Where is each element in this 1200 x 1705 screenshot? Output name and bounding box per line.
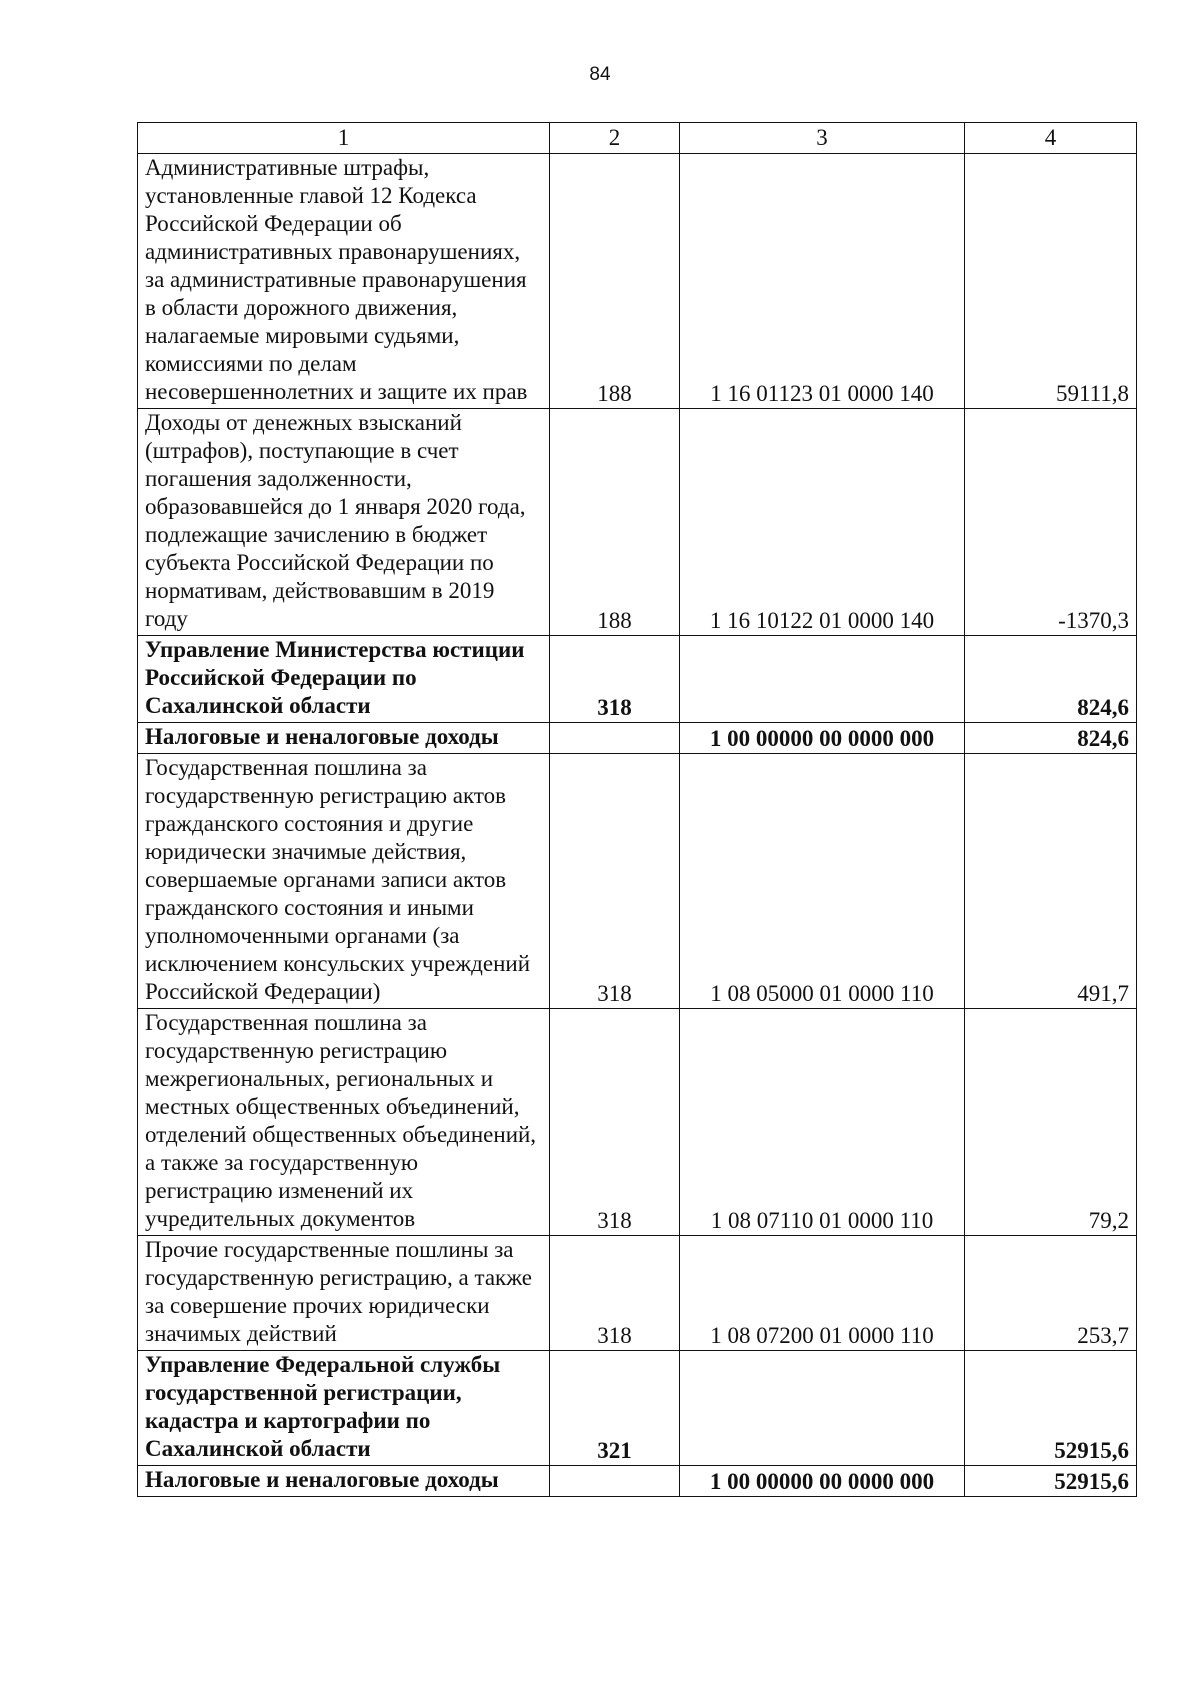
row-amount: 52915,6: [965, 1351, 1137, 1466]
table-row: [138, 723, 1137, 754]
table-row: [138, 1466, 1137, 1497]
row-budget-classification-code: 1 08 07200 01 0000 110: [680, 1236, 965, 1351]
column-header-3: 3: [680, 123, 965, 154]
row-description: Доходы от денежных взысканий (штрафов), поступающие в счет погашения задолженности, образовавшейся до 1 января 2020 года, подлежащие зачислению в бюджет субъекта Российской Федерации по нормативам, действовавшим в 2019 году: [138, 409, 550, 636]
row-amount: -1370,3: [965, 409, 1137, 636]
revenue-table: [137, 122, 1137, 1497]
column-header-1: 1: [138, 123, 550, 154]
row-description: Налоговые и неналоговые доходы: [138, 723, 550, 754]
column-number-header-row: [138, 123, 1137, 154]
row-budget-classification-code: 1 00 00000 00 0000 000: [680, 723, 965, 754]
row-description: Административные штрафы, установленные главой 12 Кодекса Российской Федерации об административных правонарушениях, за административные правонарушения в области дорожного движения, налагаемые мировыми судьями, комиссиями по делам несовершеннолетних и защите их прав: [138, 154, 550, 409]
row-budget-classification-code: [680, 636, 965, 723]
revenue-table-body: [138, 123, 1137, 1497]
row-admin-code: 321: [550, 1351, 680, 1466]
row-budget-classification-code: 1 16 01123 01 0000 140: [680, 154, 965, 409]
row-budget-classification-code: 1 00 00000 00 0000 000: [680, 1466, 965, 1497]
table-row: [138, 1236, 1137, 1351]
row-admin-code: 318: [550, 1009, 680, 1236]
row-admin-code: 318: [550, 1236, 680, 1351]
page-number: 84: [589, 64, 611, 85]
column-header-4: 4: [965, 123, 1137, 154]
table-row: [138, 636, 1137, 723]
row-amount: 253,7: [965, 1236, 1137, 1351]
row-description: Прочие государственные пошлины за государственную регистрацию, а также за совершение прочих юридически значимых действий: [138, 1236, 550, 1351]
row-admin-code: [550, 723, 680, 754]
row-admin-code: 318: [550, 636, 680, 723]
table-row: [138, 154, 1137, 409]
row-description: Государственная пошлина за государственную регистрацию актов гражданского состояния и другие юридически значимые действия, совершаемые органами записи актов гражданского состояния и иными уполномоченными органами (за исключением консульских учреждений Российской Федерации): [138, 754, 550, 1009]
row-amount: 491,7: [965, 754, 1137, 1009]
row-amount: 824,6: [965, 636, 1137, 723]
row-description: Управление Федеральной службы государственной регистрации, кадастра и картографии по Сахалинской области: [138, 1351, 550, 1466]
row-budget-classification-code: 1 08 05000 01 0000 110: [680, 754, 965, 1009]
row-admin-code: 318: [550, 754, 680, 1009]
table-row: [138, 1351, 1137, 1466]
row-amount: 59111,8: [965, 154, 1137, 409]
table-row: [138, 1009, 1137, 1236]
row-amount: 52915,6: [965, 1466, 1137, 1497]
table-row: [138, 754, 1137, 1009]
row-admin-code: 188: [550, 154, 680, 409]
row-admin-code: 188: [550, 409, 680, 636]
row-budget-classification-code: [680, 1351, 965, 1466]
row-amount: 824,6: [965, 723, 1137, 754]
row-budget-classification-code: 1 08 07110 01 0000 110: [680, 1009, 965, 1236]
row-description: Государственная пошлина за государственную регистрацию межрегиональных, региональных и местных общественных объединений, отделений общественных объединений, а также за государственную регистрацию изменений их учредительных документов: [138, 1009, 550, 1236]
table-row: [138, 409, 1137, 636]
row-description: Управление Министерства юстиции Российской Федерации по Сахалинской области: [138, 636, 550, 723]
row-description: Налоговые и неналоговые доходы: [138, 1466, 550, 1497]
row-budget-classification-code: 1 16 10122 01 0000 140: [680, 409, 965, 636]
row-amount: 79,2: [965, 1009, 1137, 1236]
column-header-2: 2: [550, 123, 680, 154]
row-admin-code: [550, 1466, 680, 1497]
